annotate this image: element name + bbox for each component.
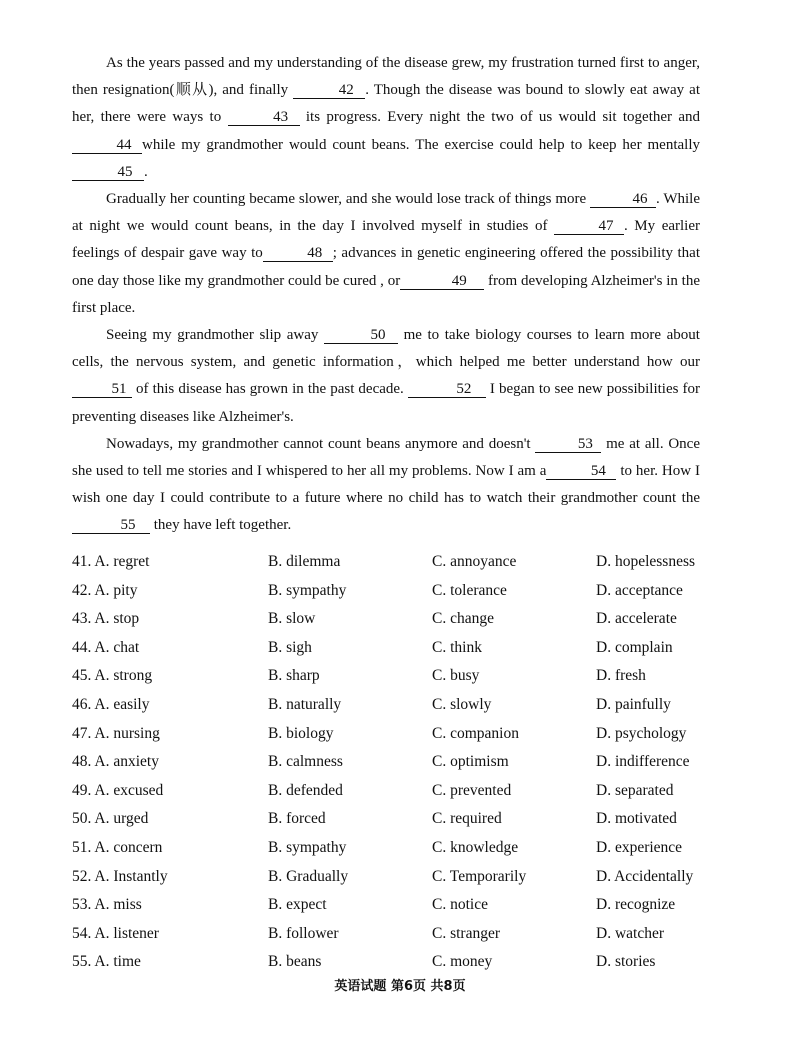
option-a: 54. A. listener [72, 924, 159, 942]
option-b: B. slow [268, 610, 316, 628]
p2-text-2: . While at night we would count beans, in the day I involved myself in studies of [72, 191, 700, 235]
question-41 [72, 548, 722, 577]
p2-text-4: ; advances in genetic engineering offered the possibility that one day those like my grandmother could be cured , or [72, 245, 700, 289]
option-a: 45. A. strong [72, 667, 153, 685]
option-d: D. recognize [596, 896, 676, 914]
blank-43: 43 [228, 109, 300, 126]
option-b: B. sympathy [268, 581, 347, 599]
blank-47: 47 [554, 218, 624, 235]
option-a: 41. A. regret [72, 553, 150, 570]
option-b: B. biology [268, 724, 334, 742]
cloze-passage [72, 50, 700, 540]
option-d: D. separated [596, 781, 674, 799]
option-d: D. hopelessness [596, 553, 696, 570]
blank-48: 48 [263, 245, 333, 262]
option-b: B. Gradually [268, 867, 349, 885]
option-c: C. slowly [432, 695, 492, 713]
option-c: C. notice [432, 896, 488, 914]
p4-text-1: Nowadays, my grandmother cannot count beans anymore and doesn't [106, 435, 536, 452]
question-47 [72, 720, 722, 749]
option-b: B. expect [268, 896, 327, 914]
question-53 [72, 891, 722, 920]
blank-46: 46 [590, 191, 656, 208]
paragraph-1 [72, 50, 700, 186]
page-footer: 英语试题 第6页 共8页 [334, 979, 466, 994]
p2-text-1: Gradually her counting became slower, and she would lose track of things more [106, 191, 590, 208]
p1-text-1: As the years passed and my understanding of the disease grew, my frustration turned first to anger, then resignation(顺从), and finally [72, 55, 700, 99]
option-c: C. tolerance [432, 581, 507, 599]
p2-text-3: . My earlier feelings of despair gave way to [72, 218, 700, 262]
question-42 [72, 577, 722, 606]
option-a: 53. A. miss [72, 896, 142, 914]
option-b: B. sympathy [268, 838, 347, 856]
option-a: 42. A. pity [72, 581, 138, 599]
p4-text-4: they have left together. [150, 517, 292, 534]
blank-42: 42 [293, 82, 365, 99]
p3-text-4: I began to see new possibilities for preventing diseases like Alzheimer's. [72, 381, 700, 425]
option-d: D. accelerate [596, 610, 677, 628]
blank-53: 53 [535, 436, 601, 453]
option-a: 49. A. excused [72, 781, 164, 799]
question-50 [72, 805, 722, 834]
option-b: B. beans [268, 953, 322, 971]
blank-51: 51 [72, 381, 132, 398]
option-c: C. annoyance [432, 553, 517, 570]
option-a: 55. A. time [72, 953, 141, 971]
option-d: D. complain [596, 638, 673, 656]
p4-text-3: to her. How I wish one day I could contribute to a future where no child has to watch their grandmother count the [72, 463, 700, 507]
option-a: 52. A. Instantly [72, 867, 168, 885]
question-52 [72, 863, 722, 892]
question-46 [72, 691, 722, 720]
option-c: C. Temporarily [432, 867, 527, 885]
option-b: B. sharp [268, 667, 320, 685]
p3-text-1: Seeing my grandmother slip away [106, 327, 324, 344]
option-c: C. required [432, 810, 502, 828]
option-d: D. psychology [596, 724, 687, 742]
question-45 [72, 662, 722, 691]
option-d: D. acceptance [596, 581, 683, 599]
p4-text-2: me at all. Once she used to tell me stories and I whispered to her all my problems. Now I am a [72, 435, 700, 480]
p3-text-2: me to take biology courses to learn more about cells, the nervous system, and genetic information，which helped me better understand how our [72, 327, 700, 371]
option-c: C. money [432, 953, 493, 971]
option-c: C. busy [432, 667, 480, 685]
option-b: B. defended [268, 781, 343, 799]
p1-text-3: its progress. Every night the two of us would sit together and [299, 109, 701, 126]
blank-50: 50 [324, 327, 398, 344]
p2-text-5: from developing Alzheimer's in the first place. [72, 272, 700, 316]
option-d: D. Accidentally [596, 867, 694, 885]
question-51 [72, 834, 722, 863]
option-c: C. optimism [432, 753, 509, 771]
blank-52: 52 [408, 381, 486, 398]
option-b: B. calmness [268, 753, 343, 771]
option-d: D. fresh [596, 667, 646, 685]
question-43 [72, 605, 722, 634]
question-49 [72, 777, 722, 806]
answer-options [72, 548, 722, 977]
p3-text-3: of this disease has grown in the past decade. [132, 381, 408, 398]
option-d: D. experience [596, 838, 683, 856]
option-c: C. knowledge [432, 838, 519, 856]
option-d: D. indifference [596, 753, 690, 771]
blank-54: 54 [546, 463, 616, 480]
option-a: 51. A. concern [72, 838, 163, 856]
p1-text-5: . [144, 163, 148, 180]
option-a: 44. A. chat [72, 638, 140, 656]
option-b: B. sigh [268, 638, 312, 656]
question-48 [72, 748, 722, 777]
option-a: 48. A. anxiety [72, 753, 159, 771]
blank-45: 45 [72, 164, 144, 181]
p1-text-4: while my grandmother would count beans. The exercise could help to keep her mentally [142, 136, 700, 153]
paragraph-3 [72, 322, 700, 431]
option-c: C. prevented [432, 781, 512, 799]
option-d: D. stories [596, 953, 656, 971]
option-c: C. stranger [432, 924, 501, 942]
blank-49: 49 [400, 273, 484, 290]
option-a: 47. A. nursing [72, 724, 160, 742]
question-44 [72, 634, 722, 663]
option-c: C. companion [432, 724, 519, 742]
question-55 [72, 948, 722, 977]
question-54 [72, 920, 722, 949]
p1-text-2: . Though the disease was bound to slowly eat away at her, there were ways to [72, 82, 700, 126]
blank-55: 55 [72, 517, 150, 534]
option-b: B. follower [268, 924, 339, 942]
option-a: 43. A. stop [72, 610, 140, 628]
option-c: C. think [432, 638, 482, 656]
option-c: C. change [432, 610, 494, 628]
option-b: B. forced [268, 810, 326, 828]
paragraph-2 [72, 186, 700, 322]
option-b: B. naturally [268, 695, 342, 713]
option-d: D. motivated [596, 810, 677, 828]
option-a: 46. A. easily [72, 695, 150, 713]
option-d: D. watcher [596, 924, 664, 942]
option-d: D. painfully [596, 695, 671, 713]
paragraph-4 [72, 431, 700, 540]
option-a: 50. A. urged [72, 810, 149, 828]
blank-44: 44 [72, 137, 142, 154]
option-b: B. dilemma [268, 553, 341, 570]
